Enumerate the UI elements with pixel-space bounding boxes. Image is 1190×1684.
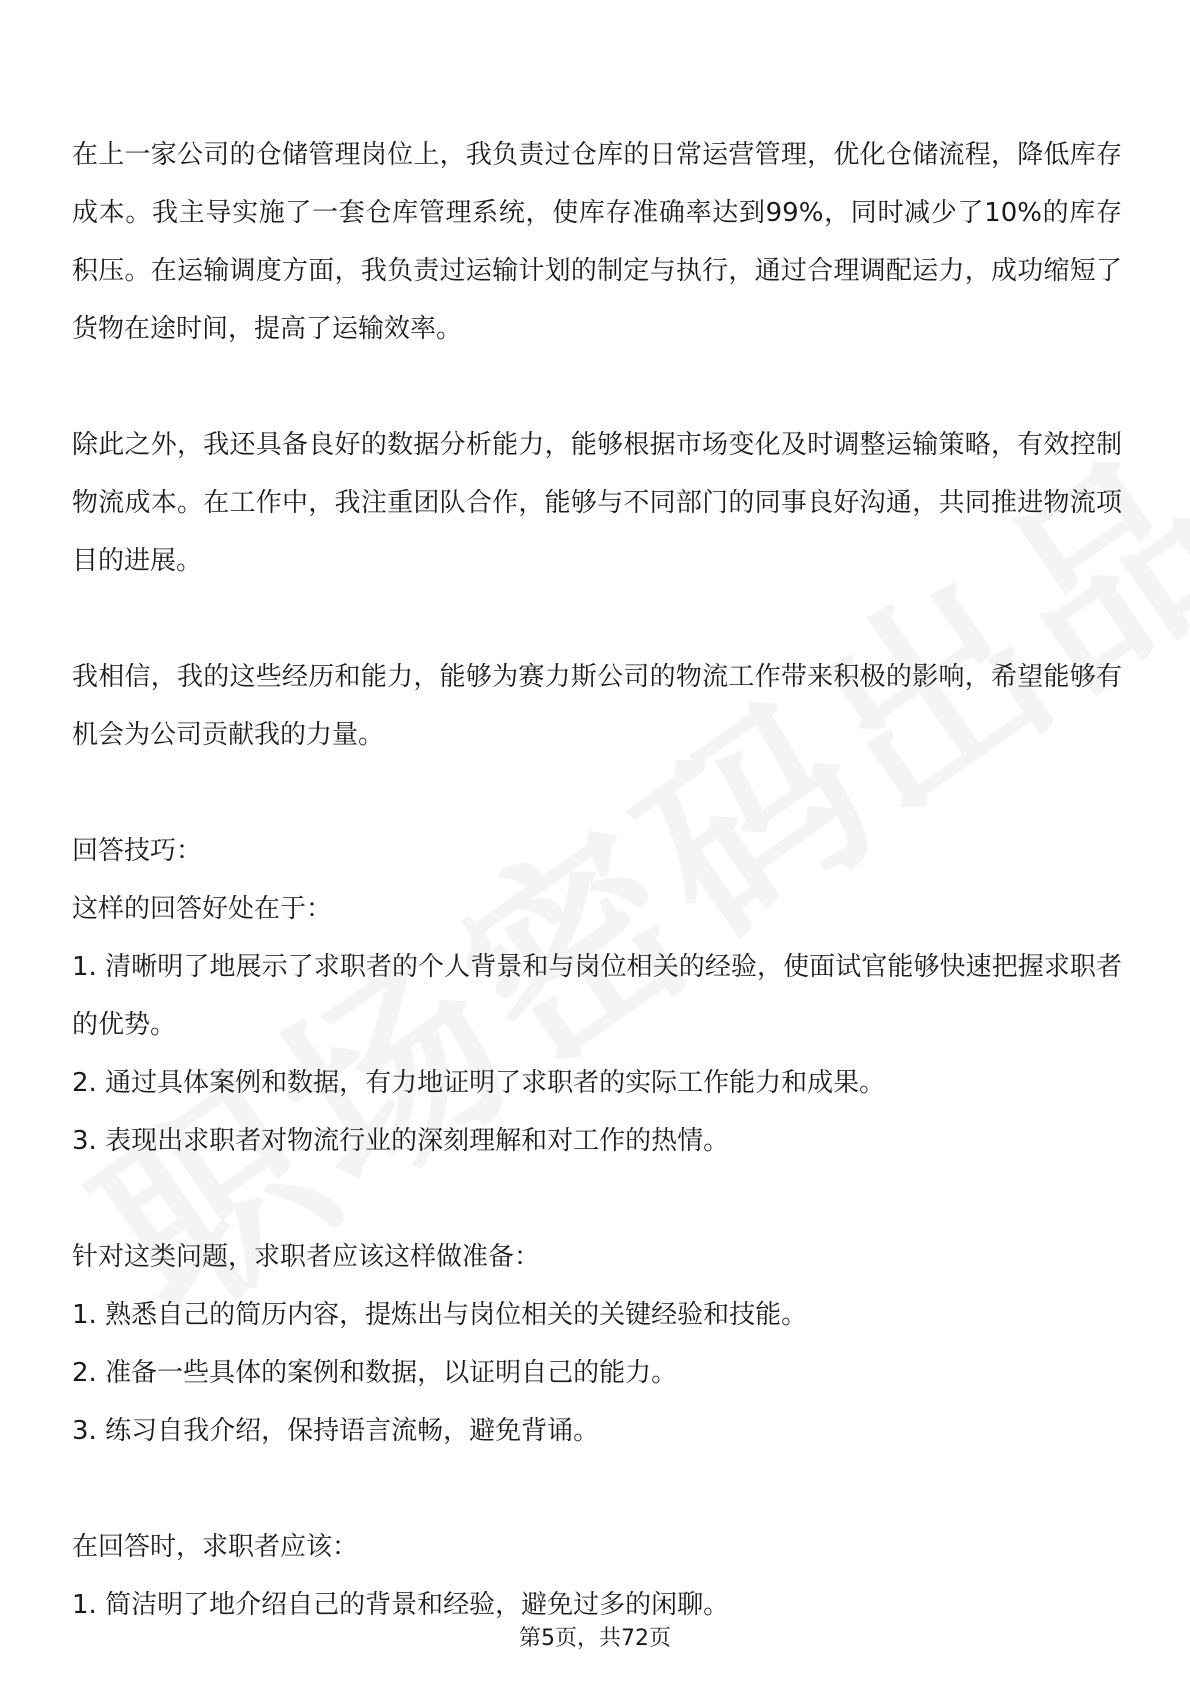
page-number: 第5页，共72页	[519, 1626, 671, 1651]
paragraph-spacer	[72, 358, 1122, 416]
document-body	[72, 126, 1122, 1634]
benefit-item: 3. 表现出求职者对物流行业的深刻理解和对工作的热情。	[72, 1126, 730, 1156]
prep-item: 1. 熟悉自己的简历内容，提炼出与岗位相关的关键经验和技能。	[72, 1300, 808, 1330]
paragraph-closing: 我相信，我的这些经历和能力，能够为赛力斯公司的物流工作带来积极的影响，希望能够有机会为公司贡献我的力量。	[72, 662, 1122, 750]
paragraph-experience: 在上一家公司的仓储管理岗位上，我负责过仓库的日常运营管理，优化仓储流程，降低库存成本。我主导实施了一套仓库管理系统，使库存准确率达到99%，同时减少了10%的库存积压。在运输调度方面，我负责过运输计划的制定与执行，通过合理调配运力，成功缩短了货物在途时间，提高了运输效率。	[72, 140, 1122, 344]
benefit-item: 2. 通过具体案例和数据，有力地证明了求职者的实际工作能力和成果。	[72, 1068, 886, 1098]
paragraph-skills: 除此之外，我还具备良好的数据分析能力，能够根据市场变化及时调整运输策略，有效控制物流成本。在工作中，我注重团队合作，能够与不同部门的同事良好沟通，共同推进物流项目的进展。	[72, 430, 1122, 576]
prep-item: 2. 准备一些具体的案例和数据，以证明自己的能力。	[72, 1358, 678, 1388]
answer-heading: 在回答时，求职者应该：	[72, 1532, 359, 1562]
paragraph-spacer	[72, 1460, 1122, 1518]
tips-heading: 回答技巧：	[72, 836, 203, 866]
paragraph-spacer	[72, 764, 1122, 822]
paragraph-spacer	[72, 1170, 1122, 1228]
prep-heading: 针对这类问题，求职者应该这样做准备：	[72, 1242, 541, 1272]
paragraph-spacer	[72, 590, 1122, 648]
prep-item: 3. 练习自我介绍，保持语言流畅，避免背诵。	[72, 1416, 600, 1446]
benefit-item: 1. 清晰明了地展示了求职者的个人背景和与岗位相关的经验，使面试官能够快速把握求职者的优势。	[72, 952, 1122, 1040]
answer-item: 1. 简洁明了地介绍自己的背景和经验，避免过多的闲聊。	[72, 1590, 730, 1620]
benefits-heading: 这样的回答好处在于：	[72, 894, 333, 924]
